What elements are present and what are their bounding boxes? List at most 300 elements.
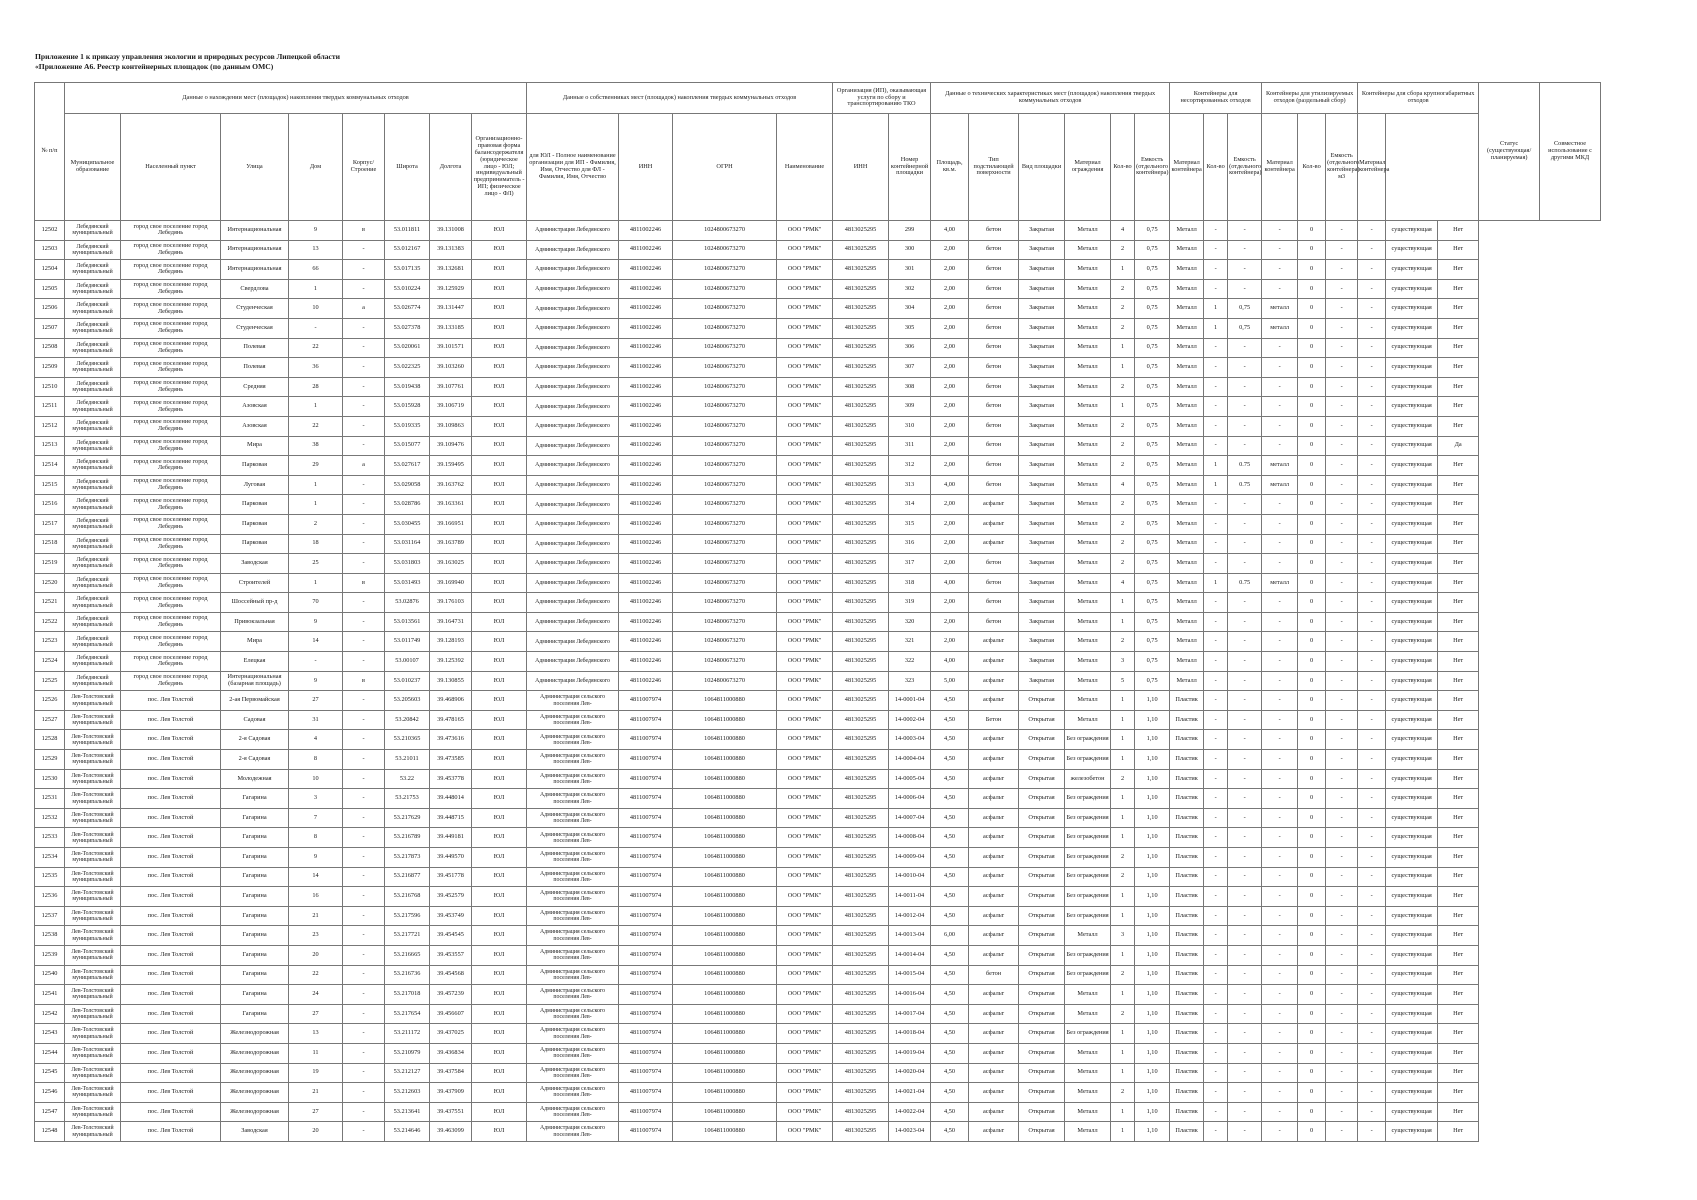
table-cell: 4813025295 [833, 848, 889, 868]
table-cell: 12533 [35, 828, 65, 848]
column-header: Дом [289, 114, 343, 221]
table-cell: 0 [1298, 377, 1326, 397]
table-cell: 0,75 [1135, 221, 1170, 241]
table-cell: - [1358, 377, 1386, 397]
table-cell: Лев-Толстовский муниципальный [65, 750, 121, 770]
table-cell: Лев-Толстовский муниципальный [65, 1024, 121, 1044]
table-cell: Нет [1438, 887, 1479, 907]
table-cell: Интернациональная [221, 221, 289, 241]
table-cell: 1064811000880 [673, 1043, 777, 1063]
table-cell: - [1228, 926, 1262, 946]
table-cell: Нет [1438, 828, 1479, 848]
table-cell: Администрация сельского поселения Лев- [527, 828, 619, 848]
table-cell: Нет [1438, 299, 1479, 319]
table-cell: ЮЛ [472, 514, 527, 534]
table-cell: - [343, 808, 385, 828]
table-cell: существующая [1386, 769, 1438, 789]
table-cell: 12529 [35, 750, 65, 770]
table-cell: бетон [969, 475, 1019, 495]
table-cell: 22 [289, 416, 343, 436]
table-cell: Металл [1170, 377, 1204, 397]
table-cell: Пластик [1170, 730, 1204, 750]
table-cell: - [1326, 671, 1358, 691]
group-header: Данные о нахождении мест (площадок) накопления твердых коммунальных отходов [65, 83, 527, 114]
table-cell: пос. Лев Толстой [121, 828, 221, 848]
table-cell: 4813025295 [833, 887, 889, 907]
table-cell: существующая [1386, 495, 1438, 515]
table-cell: 4811002246 [619, 612, 673, 632]
table-cell: ООО "РМК" [777, 691, 833, 711]
group-header: Данные о технических характеристиках мест (площадок) накопления твердых коммунальных отходов [931, 83, 1170, 114]
table-cell: 320 [889, 612, 931, 632]
table-cell: 39.453557 [430, 945, 472, 965]
table-cell: Металл [1065, 318, 1111, 338]
table-cell: - [1326, 318, 1358, 338]
table-cell: 8 [289, 750, 343, 770]
table-cell: 39.448014 [430, 789, 472, 809]
table-cell: - [1204, 1004, 1228, 1024]
table-cell: 319 [889, 593, 931, 613]
table-cell: - [1262, 338, 1298, 358]
column-header: Кол-во [1298, 114, 1326, 221]
table-cell: Пластик [1170, 808, 1204, 828]
table-cell: - [1326, 828, 1358, 848]
table-cell: 39.436834 [430, 1043, 472, 1063]
table-cell: - [1262, 1043, 1298, 1063]
table-cell: 1024800673270 [673, 299, 777, 319]
table-cell: асфальт [969, 808, 1019, 828]
table-cell: 4811007974 [619, 965, 673, 985]
table-cell: Открытая [1019, 828, 1065, 848]
table-cell: Лев-Толстовский муниципальный [65, 1004, 121, 1024]
table-cell: - [1204, 985, 1228, 1005]
table-cell: ООО "РМК" [777, 475, 833, 495]
table-cell: пос. Лев Толстой [121, 1102, 221, 1122]
table-cell: существующая [1386, 1122, 1438, 1142]
table-cell: 2 [289, 514, 343, 534]
table-cell: бетон [969, 279, 1019, 299]
table-cell: Закрытая [1019, 573, 1065, 593]
table-cell: ООО "РМК" [777, 965, 833, 985]
table-cell: ЮЛ [472, 534, 527, 554]
table-cell: существующая [1386, 338, 1438, 358]
table-cell: ЮЛ [472, 926, 527, 946]
table-cell: 12513 [35, 436, 65, 456]
table-row [35, 534, 1601, 554]
table-row [35, 495, 1601, 515]
table-cell: Пластик [1170, 867, 1204, 887]
table-cell: 2,00 [931, 377, 969, 397]
table-cell: Лебедянский муниципальный [65, 495, 121, 515]
table-cell: ООО "РМК" [777, 652, 833, 672]
table-cell: пос. Лев Толстой [121, 710, 221, 730]
table-cell: 53.020061 [385, 338, 430, 358]
table-cell: - [1228, 632, 1262, 652]
table-cell: - [1204, 260, 1228, 280]
table-cell: 53.029058 [385, 475, 430, 495]
table-cell: Закрытая [1019, 456, 1065, 476]
table-cell: ЮЛ [472, 691, 527, 711]
table-cell: Нет [1438, 1024, 1479, 1044]
table-cell: - [343, 906, 385, 926]
table-cell: Администрация сельского поселения Лев- [527, 1122, 619, 1142]
column-header-row-number: № п/п [35, 83, 65, 221]
table-cell: Открытая [1019, 789, 1065, 809]
table-cell: город свое поселение город Лебедянь [121, 318, 221, 338]
table-cell: асфальт [969, 1004, 1019, 1024]
table-cell: 0,75 [1135, 279, 1170, 299]
table-cell: 0 [1298, 1122, 1326, 1142]
table-cell: ООО "РМК" [777, 1004, 833, 1024]
table-cell: 6,00 [931, 926, 969, 946]
table-cell: Металл [1065, 1043, 1111, 1063]
table-cell: - [1228, 769, 1262, 789]
table-cell: ООО "РМК" [777, 887, 833, 907]
table-cell: Открытая [1019, 945, 1065, 965]
table-cell: бетон [969, 456, 1019, 476]
table-cell: 1 [1111, 397, 1135, 417]
table-cell: - [1228, 985, 1262, 1005]
table-cell: 53.011749 [385, 632, 430, 652]
column-header: Вид площадки [1019, 114, 1065, 221]
table-cell: Лебедянский муниципальный [65, 240, 121, 260]
table-cell: 12539 [35, 945, 65, 965]
table-cell: Лев-Толстовский муниципальный [65, 691, 121, 711]
table-cell: бетон [969, 612, 1019, 632]
table-row [35, 1122, 1601, 1142]
table-cell: существующая [1386, 926, 1438, 946]
table-cell: Лебедянский муниципальный [65, 318, 121, 338]
table-cell: 53.013561 [385, 612, 430, 632]
table-cell: 4,50 [931, 848, 969, 868]
table-cell: 1064811000880 [673, 1004, 777, 1024]
table-cell: пос. Лев Толстой [121, 867, 221, 887]
table-cell: 4,50 [931, 769, 969, 789]
table-cell: 1 [1111, 730, 1135, 750]
table-cell: - [1262, 808, 1298, 828]
table-cell: 1024800673270 [673, 554, 777, 574]
table-cell: 4811007974 [619, 710, 673, 730]
table-cell: пос. Лев Толстой [121, 789, 221, 809]
table-cell: 4811002246 [619, 495, 673, 515]
table-cell: 0 [1298, 730, 1326, 750]
table-cell: Лебедянский муниципальный [65, 260, 121, 280]
table-cell: 14 [289, 867, 343, 887]
table-cell: - [1262, 377, 1298, 397]
table-cell: 4,50 [931, 828, 969, 848]
table-cell: 318 [889, 573, 931, 593]
table-row [35, 730, 1601, 750]
table-cell: существующая [1386, 906, 1438, 926]
table-cell: Пластик [1170, 848, 1204, 868]
table-cell: - [1262, 1063, 1298, 1083]
table-cell: 4811007974 [619, 1024, 673, 1044]
table-cell: ЮЛ [472, 750, 527, 770]
table-cell: 1 [1111, 260, 1135, 280]
table-cell: 39.468906 [430, 691, 472, 711]
table-cell: 4811007974 [619, 1122, 673, 1142]
table-cell: - [343, 1024, 385, 1044]
table-cell: - [1228, 416, 1262, 436]
table-cell: 0 [1298, 1043, 1326, 1063]
table-cell: бетон [969, 221, 1019, 241]
table-cell: 0,75 [1135, 456, 1170, 476]
table-cell: - [1204, 358, 1228, 378]
table-cell: - [343, 377, 385, 397]
table-cell: 21 [289, 906, 343, 926]
table-cell: Администрация Лебедянского [527, 573, 619, 593]
table-cell: - [1228, 593, 1262, 613]
table-cell: ООО "РМК" [777, 906, 833, 926]
table-cell: 12541 [35, 985, 65, 1005]
table-cell: 53.213641 [385, 1102, 430, 1122]
table-cell: 4813025295 [833, 1024, 889, 1044]
table-cell: существующая [1386, 1102, 1438, 1122]
table-cell: 53.010224 [385, 279, 430, 299]
table-cell: ООО "РМК" [777, 730, 833, 750]
table-cell: - [1326, 867, 1358, 887]
table-row [35, 456, 1601, 476]
table-cell: 12543 [35, 1024, 65, 1044]
table-cell: - [1204, 534, 1228, 554]
table-cell: 1 [1111, 710, 1135, 730]
table-cell: Пластик [1170, 691, 1204, 711]
table-cell: 4,50 [931, 985, 969, 1005]
table-cell: 0 [1298, 769, 1326, 789]
table-cell: Металл [1170, 652, 1204, 672]
table-cell: - [1262, 632, 1298, 652]
table-cell: 53.015928 [385, 397, 430, 417]
table-cell: - [1228, 789, 1262, 809]
table-cell: Открытая [1019, 710, 1065, 730]
table-cell: 0,75 [1135, 318, 1170, 338]
table-cell: - [1262, 965, 1298, 985]
table-row [35, 397, 1601, 417]
table-cell: 25 [289, 554, 343, 574]
table-cell: - [1262, 887, 1298, 907]
table-cell: 1,10 [1135, 945, 1170, 965]
table-cell: - [1262, 554, 1298, 574]
table-cell: ООО "РМК" [777, 750, 833, 770]
table-cell: 0,75 [1135, 671, 1170, 691]
table-cell: 2 [1111, 416, 1135, 436]
table-cell: 39.449570 [430, 848, 472, 868]
table-cell: Лебедянский муниципальный [65, 377, 121, 397]
table-cell: Нет [1438, 358, 1479, 378]
table-cell: 306 [889, 338, 931, 358]
table-cell: ООО "РМК" [777, 632, 833, 652]
table-cell: ООО "РМК" [777, 1102, 833, 1122]
table-cell: - [1228, 867, 1262, 887]
table-cell: пос. Лев Толстой [121, 887, 221, 907]
table-cell: город свое поселение город Лебедянь [121, 221, 221, 241]
table-cell: 1 [289, 279, 343, 299]
table-cell: 53.20842 [385, 710, 430, 730]
table-cell: город свое поселение город Лебедянь [121, 573, 221, 593]
table-cell: 39.133185 [430, 318, 472, 338]
table-cell: Закрытая [1019, 612, 1065, 632]
column-header: Кол-во [1111, 114, 1135, 221]
table-cell: 4811002246 [619, 436, 673, 456]
table-cell: асфальт [969, 887, 1019, 907]
table-cell: 1024800673270 [673, 436, 777, 456]
table-cell: а [343, 456, 385, 476]
table-cell: асфальт [969, 652, 1019, 672]
table-cell: Металл [1170, 475, 1204, 495]
table-cell: Без ограждения [1065, 965, 1111, 985]
table-cell: - [1358, 671, 1386, 691]
table-cell: 16 [289, 887, 343, 907]
table-cell: - [343, 1063, 385, 1083]
table-cell: Нет [1438, 279, 1479, 299]
table-cell: ООО "РМК" [777, 926, 833, 946]
table-row [35, 260, 1601, 280]
table-cell: 1 [1111, 1122, 1135, 1142]
table-cell: ООО "РМК" [777, 789, 833, 809]
table-cell: ЮЛ [472, 652, 527, 672]
table-cell: Металл [1065, 632, 1111, 652]
table-cell: Лебедянский муниципальный [65, 632, 121, 652]
table-cell: 39.473585 [430, 750, 472, 770]
table-cell: 4811002246 [619, 299, 673, 319]
table-row [35, 279, 1601, 299]
table-cell: 12536 [35, 887, 65, 907]
table-cell: ООО "РМК" [777, 279, 833, 299]
table-cell: 0 [1298, 358, 1326, 378]
table-cell: - [1358, 416, 1386, 436]
table-cell: асфальт [969, 867, 1019, 887]
table-cell: Администрация сельского поселения Лев- [527, 965, 619, 985]
table-cell: а [343, 299, 385, 319]
table-cell: город свое поселение город Лебедянь [121, 299, 221, 319]
table-cell: - [1326, 377, 1358, 397]
table-cell: ЮЛ [472, 1043, 527, 1063]
table-cell: 0 [1298, 338, 1326, 358]
table-cell: существующая [1386, 318, 1438, 338]
table-cell: Лев-Толстовский муниципальный [65, 710, 121, 730]
column-header: Тип подстилающей поверхности [969, 114, 1019, 221]
table-cell: 4,50 [931, 1024, 969, 1044]
table-cell: Гагарина [221, 906, 289, 926]
table-cell: ЮЛ [472, 593, 527, 613]
table-cell: ООО "РМК" [777, 945, 833, 965]
table-cell: - [1358, 887, 1386, 907]
table-cell: 12542 [35, 1004, 65, 1024]
table-cell: Открытая [1019, 1024, 1065, 1044]
table-cell: Администрация Лебедянского [527, 652, 619, 672]
table-cell: - [1204, 338, 1228, 358]
table-cell: 4813025295 [833, 945, 889, 965]
table-cell: Администрация сельского поселения Лев- [527, 710, 619, 730]
table-cell: Металл [1170, 593, 1204, 613]
table-cell: 1024800673270 [673, 221, 777, 241]
table-cell: - [1204, 279, 1228, 299]
table-cell: ООО "РМК" [777, 848, 833, 868]
table-cell: 39.478165 [430, 710, 472, 730]
table-cell: Лев-Толстовский муниципальный [65, 906, 121, 926]
table-cell: - [1204, 789, 1228, 809]
table-cell: ООО "РМК" [777, 808, 833, 828]
table-cell: ЮЛ [472, 456, 527, 476]
table-cell: - [1358, 965, 1386, 985]
table-cell: 39.130855 [430, 671, 472, 691]
table-cell: 4813025295 [833, 652, 889, 672]
table-cell: 53.210979 [385, 1043, 430, 1063]
table-cell: Администрация Лебедянского [527, 397, 619, 417]
table-cell: 2,00 [931, 338, 969, 358]
table-cell: 4813025295 [833, 318, 889, 338]
table-cell: Закрытая [1019, 632, 1065, 652]
table-cell: 4,50 [931, 691, 969, 711]
table-cell: 4811002246 [619, 456, 673, 476]
table-row [35, 593, 1601, 613]
table-cell: - [1228, 1083, 1262, 1103]
table-cell: Лев-Толстовский муниципальный [65, 926, 121, 946]
table-cell: - [1326, 945, 1358, 965]
table-cell: - [1228, 1043, 1262, 1063]
table-cell: - [1204, 1024, 1228, 1044]
table-cell: ЮЛ [472, 377, 527, 397]
table-cell: 1024800673270 [673, 612, 777, 632]
table-cell: Закрытая [1019, 416, 1065, 436]
table-cell: 4811007974 [619, 887, 673, 907]
table-cell: 12531 [35, 789, 65, 809]
table-cell: - [1228, 358, 1262, 378]
table-cell: - [1358, 867, 1386, 887]
column-header: Материал контейнера [1170, 114, 1204, 221]
table-cell: 53.205603 [385, 691, 430, 711]
table-cell: Администрация Лебедянского [527, 554, 619, 574]
table-cell: 0 [1298, 632, 1326, 652]
table-cell: 4813025295 [833, 299, 889, 319]
table-cell: Металл [1170, 573, 1204, 593]
table-cell: 2,00 [931, 299, 969, 319]
table-cell: существующая [1386, 1063, 1438, 1083]
table-cell: - [1358, 1122, 1386, 1142]
table-cell: бетон [969, 554, 1019, 574]
table-cell: 53.030455 [385, 514, 430, 534]
table-cell: Нет [1438, 985, 1479, 1005]
table-cell: ООО "РМК" [777, 710, 833, 730]
table-cell: ЮЛ [472, 240, 527, 260]
table-cell: Металл [1170, 612, 1204, 632]
table-cell: Металл [1065, 612, 1111, 632]
table-row [35, 318, 1601, 338]
table-row [35, 652, 1601, 672]
table-cell: Лев-Толстовский муниципальный [65, 867, 121, 887]
table-cell: 0 [1298, 985, 1326, 1005]
table-cell: 1 [1111, 828, 1135, 848]
table-cell: 12520 [35, 573, 65, 593]
table-cell: 4 [1111, 573, 1135, 593]
table-cell: в [343, 671, 385, 691]
table-cell: в [343, 221, 385, 241]
table-cell: 4813025295 [833, 789, 889, 809]
table-cell: Мира [221, 436, 289, 456]
table-cell: - [1204, 1083, 1228, 1103]
table-cell: Металл [1065, 710, 1111, 730]
table-cell: ООО "РМК" [777, 456, 833, 476]
table-column-header-row [35, 114, 1601, 221]
table-cell: 4,50 [931, 965, 969, 985]
table-cell: Закрытая [1019, 593, 1065, 613]
table-cell: ЮЛ [472, 1004, 527, 1024]
table-cell: ЮЛ [472, 221, 527, 241]
table-cell: 0 [1298, 475, 1326, 495]
table-cell: 39.159495 [430, 456, 472, 476]
table-cell: - [1358, 808, 1386, 828]
table-cell: 4811007974 [619, 1004, 673, 1024]
